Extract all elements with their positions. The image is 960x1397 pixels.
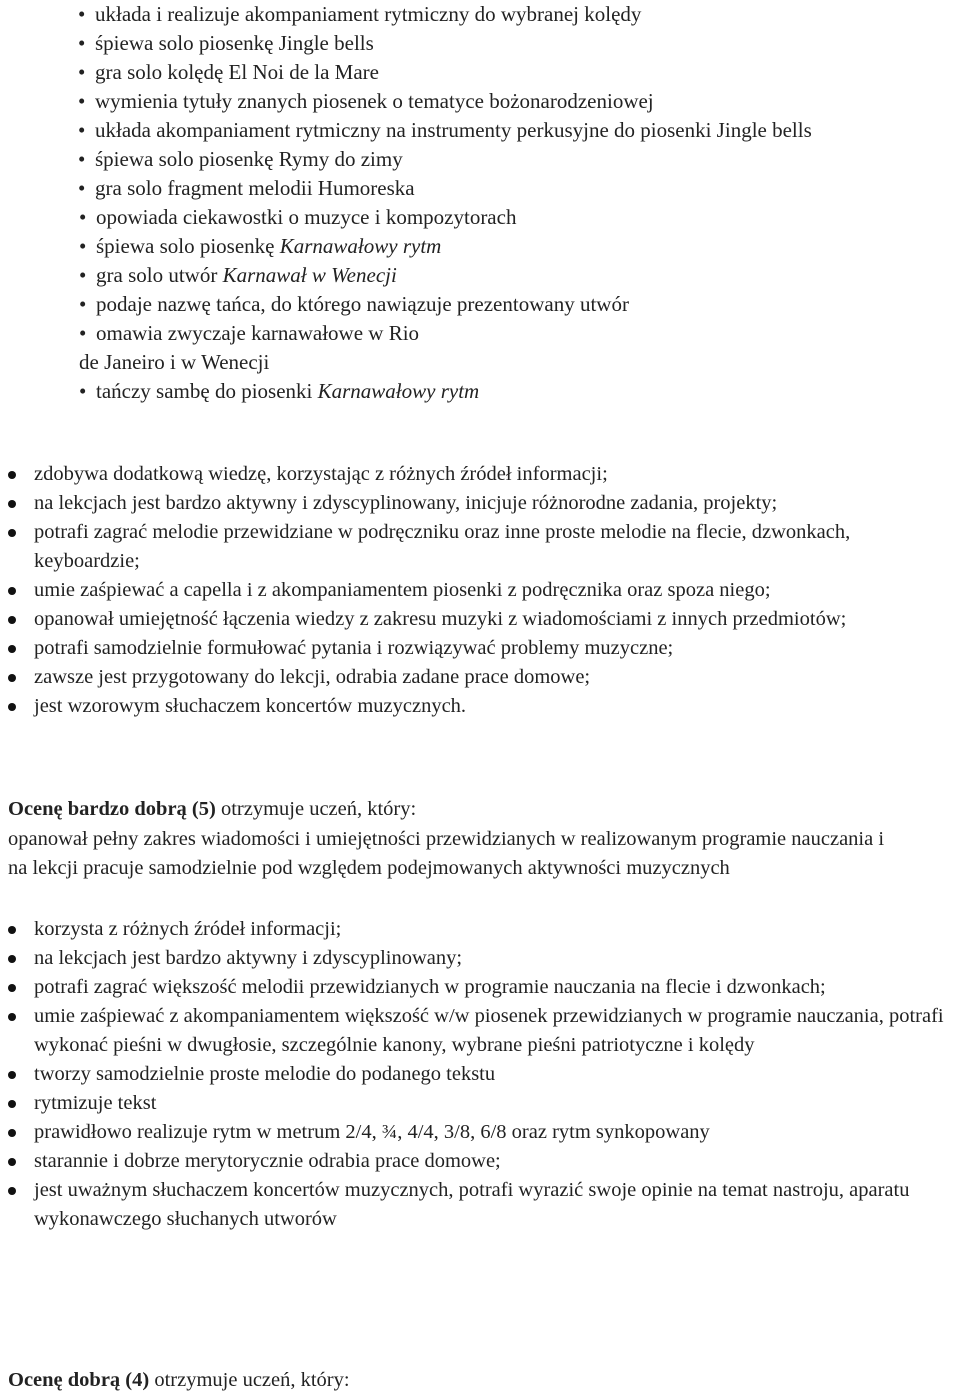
criteria-item [0, 1118, 954, 1147]
criteria-item [0, 1060, 954, 1089]
requirement-item-text: na lekcjach jest bardzo aktywny i zdyscyplinowany, inicjuje różnorodne zadania, projekty; [34, 492, 778, 514]
bullet-icon: • [78, 147, 86, 171]
activity-item [79, 203, 516, 232]
requirement-item-text: zdobywa dodatkową wiedzę, korzystając z różnych źródeł informacji; [34, 463, 608, 485]
bullet-icon: • [79, 234, 87, 258]
criteria-item-text: tworzy samodzielnie proste melodie do podanego tekstu [34, 1063, 496, 1085]
activity-text: opowiada ciekawostki o muzyce i kompozytorach [96, 205, 517, 229]
bullet-icon: • [78, 176, 86, 200]
criteria-item-text: na lekcjach jest bardzo aktywny i zdyscyplinowany; [34, 947, 463, 969]
requirement-item [0, 576, 954, 605]
requirement-item [0, 634, 954, 663]
bullet-icon: • [78, 118, 86, 142]
bullet-icon: • [78, 89, 86, 113]
grade-4-label: Ocenę dobrą (4) [8, 1369, 150, 1391]
activity-text: układa akompaniament rytmiczny na instrumenty perkusyjne do piosenki Jingle bells [95, 118, 812, 142]
bullet-icon [8, 674, 16, 682]
bullet-icon: • [78, 60, 86, 84]
bullet-icon: • [79, 321, 87, 345]
requirement-item-text: potrafi samodzielnie formułować pytania i rozwiązywać problemy muzyczne; [34, 637, 674, 659]
activity-text: gra solo utwór [96, 263, 223, 287]
grade-5-label: Ocenę bardzo dobrą (5) [8, 798, 216, 820]
bullet-icon [8, 645, 16, 653]
criteria-item-text: korzysta z różnych źródeł informacji; [34, 918, 342, 940]
requirement-item [0, 518, 954, 576]
activity-item [79, 232, 441, 261]
criteria-item [0, 944, 954, 973]
criteria-item [0, 973, 954, 1002]
bullet-icon: • [79, 205, 87, 229]
criteria-item [0, 1176, 954, 1234]
activity-text: układa i realizuje akompaniament rytmiczny do wybranej kolędy [95, 2, 642, 26]
activity-item [78, 0, 641, 29]
activity-item [78, 58, 379, 87]
activity-text: tańczy sambę do piosenki [96, 379, 318, 403]
criteria-item-text: starannie i dobrze merytorycznie odrabia prace domowe; [34, 1150, 501, 1172]
bullet-icon: • [79, 263, 87, 287]
criteria-item-text: prawidłowo realizuje rytm w metrum 2/4, ¾, 4/4, 3/8, 6/8 oraz rytm synkopowany [34, 1121, 710, 1143]
bullet-icon [8, 1013, 16, 1021]
requirement-item [0, 605, 954, 634]
bullet-icon [8, 471, 16, 479]
requirement-item-text: opanował umiejętność łączenia wiedzy z zakresu muzyki z wiadomościami z innych przedmiotów; [34, 608, 847, 630]
grade-4-heading [8, 1366, 948, 1395]
bullet-icon [8, 616, 16, 624]
bullet-icon [8, 1158, 16, 1166]
bullet-icon [8, 984, 16, 992]
criteria-item-text: umie zaśpiewać z akompaniamentem większość w/w piosenek przewidzianych w programie nauczania, potrafi wykonać pieśni w dwugłosie, szczególnie kanony, wybrane pieśni patriotyczne i kolędy [34, 1005, 944, 1056]
requirement-item [0, 460, 954, 489]
bullet-icon [8, 1187, 16, 1195]
activity-text: de Janeiro i w Wenecji [79, 350, 270, 374]
criteria-item [0, 915, 954, 944]
activity-item [79, 319, 419, 348]
requirement-item-text: jest wzorowym słuchaczem koncertów muzycznych. [34, 695, 467, 717]
requirements-list [0, 460, 960, 721]
requirement-item-text: umie zaśpiewać a capella i z akompaniamentem piosenki z podręcznika oraz spoza niego; [34, 579, 771, 601]
criteria-item-text: potrafi zagrać większość melodii przewidzianych w programie nauczania na flecie i dzwonkach; [34, 976, 826, 998]
bullet-icon [8, 587, 16, 595]
activity-item [79, 290, 629, 319]
bullet-icon: • [79, 379, 87, 403]
bullet-icon [8, 1129, 16, 1137]
criteria-item-text: jest uważnym słuchaczem koncertów muzycznych, potrafi wyrazić swoje opinie na temat nastroju, aparatu wykonawczego słuchanych utworów [34, 1179, 910, 1230]
grade-5-intro: opanował pełny zakres wiadomości i umiejętności przewidzianych w realizowanym programie nauczania i na lekcji pracuje samodzielnie pod względem podejmowanych aktywności muzycznych [8, 828, 885, 879]
activity-text: śpiewa solo piosenkę Jingle bells [95, 31, 374, 55]
grade-4-suffix: otrzymuje uczeń, który: [149, 1369, 350, 1391]
activity-item [78, 116, 812, 145]
activity-item [78, 87, 654, 116]
criteria-item [0, 1089, 954, 1118]
activity-title: Karnawałowy rytm [317, 379, 480, 403]
activity-title: Karnawałowy rytm [279, 234, 442, 258]
activity-item [79, 377, 479, 406]
activity-text: śpiewa solo piosenkę Rymy do zimy [95, 147, 403, 171]
activity-item [79, 261, 397, 290]
activity-item [78, 145, 403, 174]
activity-item [78, 29, 374, 58]
activity-text: wymienia tytuły znanych piosenek o tematyce bożonarodzeniowej [95, 89, 654, 113]
activity-title: Karnawał w Wenecji [222, 263, 397, 287]
bullet-icon [8, 955, 16, 963]
activity-item [79, 348, 269, 377]
bullet-icon: • [79, 292, 87, 316]
bullet-icon: • [78, 31, 86, 55]
requirement-item-text: zawsze jest przygotowany do lekcji, odrabia zadane prace domowe; [34, 666, 591, 688]
activity-text: gra solo fragment melodii Humoreska [95, 176, 415, 200]
bullet-icon [8, 500, 16, 508]
activity-text: śpiewa solo piosenkę [96, 234, 280, 258]
requirement-item [0, 692, 954, 721]
bullet-icon [8, 529, 16, 537]
criteria-item-text: rytmizuje tekst [34, 1092, 157, 1114]
criteria-item [0, 1002, 954, 1060]
requirement-item-text: potrafi zagrać melodie przewidziane w podręczniku oraz inne proste melodie na flecie, dzwonkach, keyboardzie; [34, 521, 851, 572]
bullet-icon [8, 926, 16, 934]
requirement-item [0, 663, 954, 692]
activity-item [78, 174, 415, 203]
bullet-icon [8, 1100, 16, 1108]
criteria-item [0, 1147, 954, 1176]
requirement-item [0, 489, 954, 518]
grade-5-heading [8, 795, 948, 824]
activity-text: gra solo kolędę El Noi de la Mare [95, 60, 379, 84]
bullet-icon [8, 703, 16, 711]
bullet-icon: • [78, 2, 86, 26]
activity-text: podaje nazwę tańca, do którego nawiązuje prezentowany utwór [96, 292, 629, 316]
bullet-icon [8, 1071, 16, 1079]
grade-5-criteria-list [0, 915, 960, 1234]
grade-5-suffix: otrzymuje uczeń, który: [215, 798, 417, 820]
activity-text: omawia zwyczaje karnawałowe w Rio [96, 321, 420, 345]
